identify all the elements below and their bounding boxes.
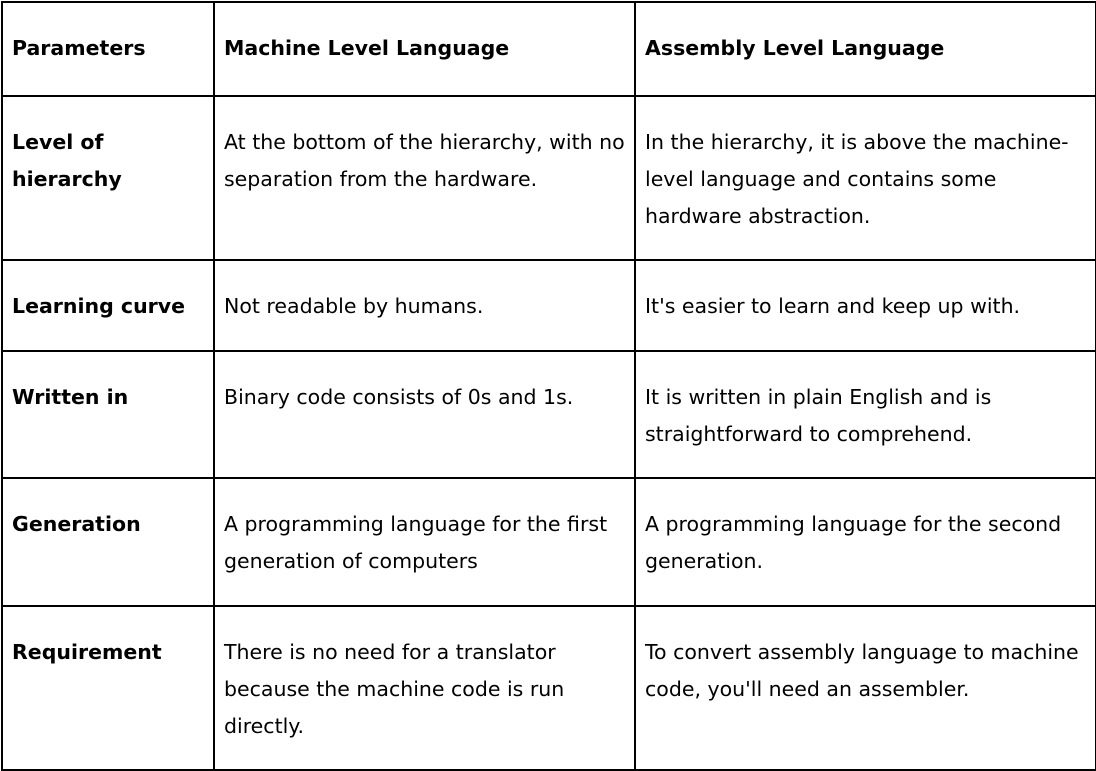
table-row bbox=[2, 260, 1096, 351]
row-assembly-value: It's easier to learn and keep up with. bbox=[635, 260, 1096, 351]
row-parameter: Written in bbox=[2, 351, 214, 478]
header-parameters: Parameters bbox=[2, 2, 214, 96]
row-machine-value: At the bottom of the hierarchy, with no separation from the hardware. bbox=[214, 96, 635, 260]
row-machine-value: Not readable by humans. bbox=[214, 260, 635, 351]
row-parameter: Level of hierarchy bbox=[2, 96, 214, 260]
row-machine-value: Binary code consists of 0s and 1s. bbox=[214, 351, 635, 478]
row-assembly-value: In the hierarchy, it is above the machine-level language and contains some hardware abstraction. bbox=[635, 96, 1096, 260]
row-machine-value: A programming language for the first generation of computers bbox=[214, 478, 635, 606]
comparison-table bbox=[1, 1, 1096, 771]
row-assembly-value: It is written in plain English and is straightforward to comprehend. bbox=[635, 351, 1096, 478]
header-assembly-level-language: Assembly Level Language bbox=[635, 2, 1096, 96]
row-parameter: Generation bbox=[2, 478, 214, 606]
row-assembly-value: To convert assembly language to machine code, you'll need an assembler. bbox=[635, 606, 1096, 770]
table-header-row bbox=[2, 2, 1096, 96]
header-machine-level-language: Machine Level Language bbox=[214, 2, 635, 96]
table-row bbox=[2, 351, 1096, 478]
row-machine-value: There is no need for a translator because the machine code is run directly. bbox=[214, 606, 635, 770]
table-row bbox=[2, 96, 1096, 260]
table-row bbox=[2, 478, 1096, 606]
row-parameter: Learning curve bbox=[2, 260, 214, 351]
row-assembly-value: A programming language for the second generation. bbox=[635, 478, 1096, 606]
row-parameter: Requirement bbox=[2, 606, 214, 770]
table-row bbox=[2, 606, 1096, 770]
